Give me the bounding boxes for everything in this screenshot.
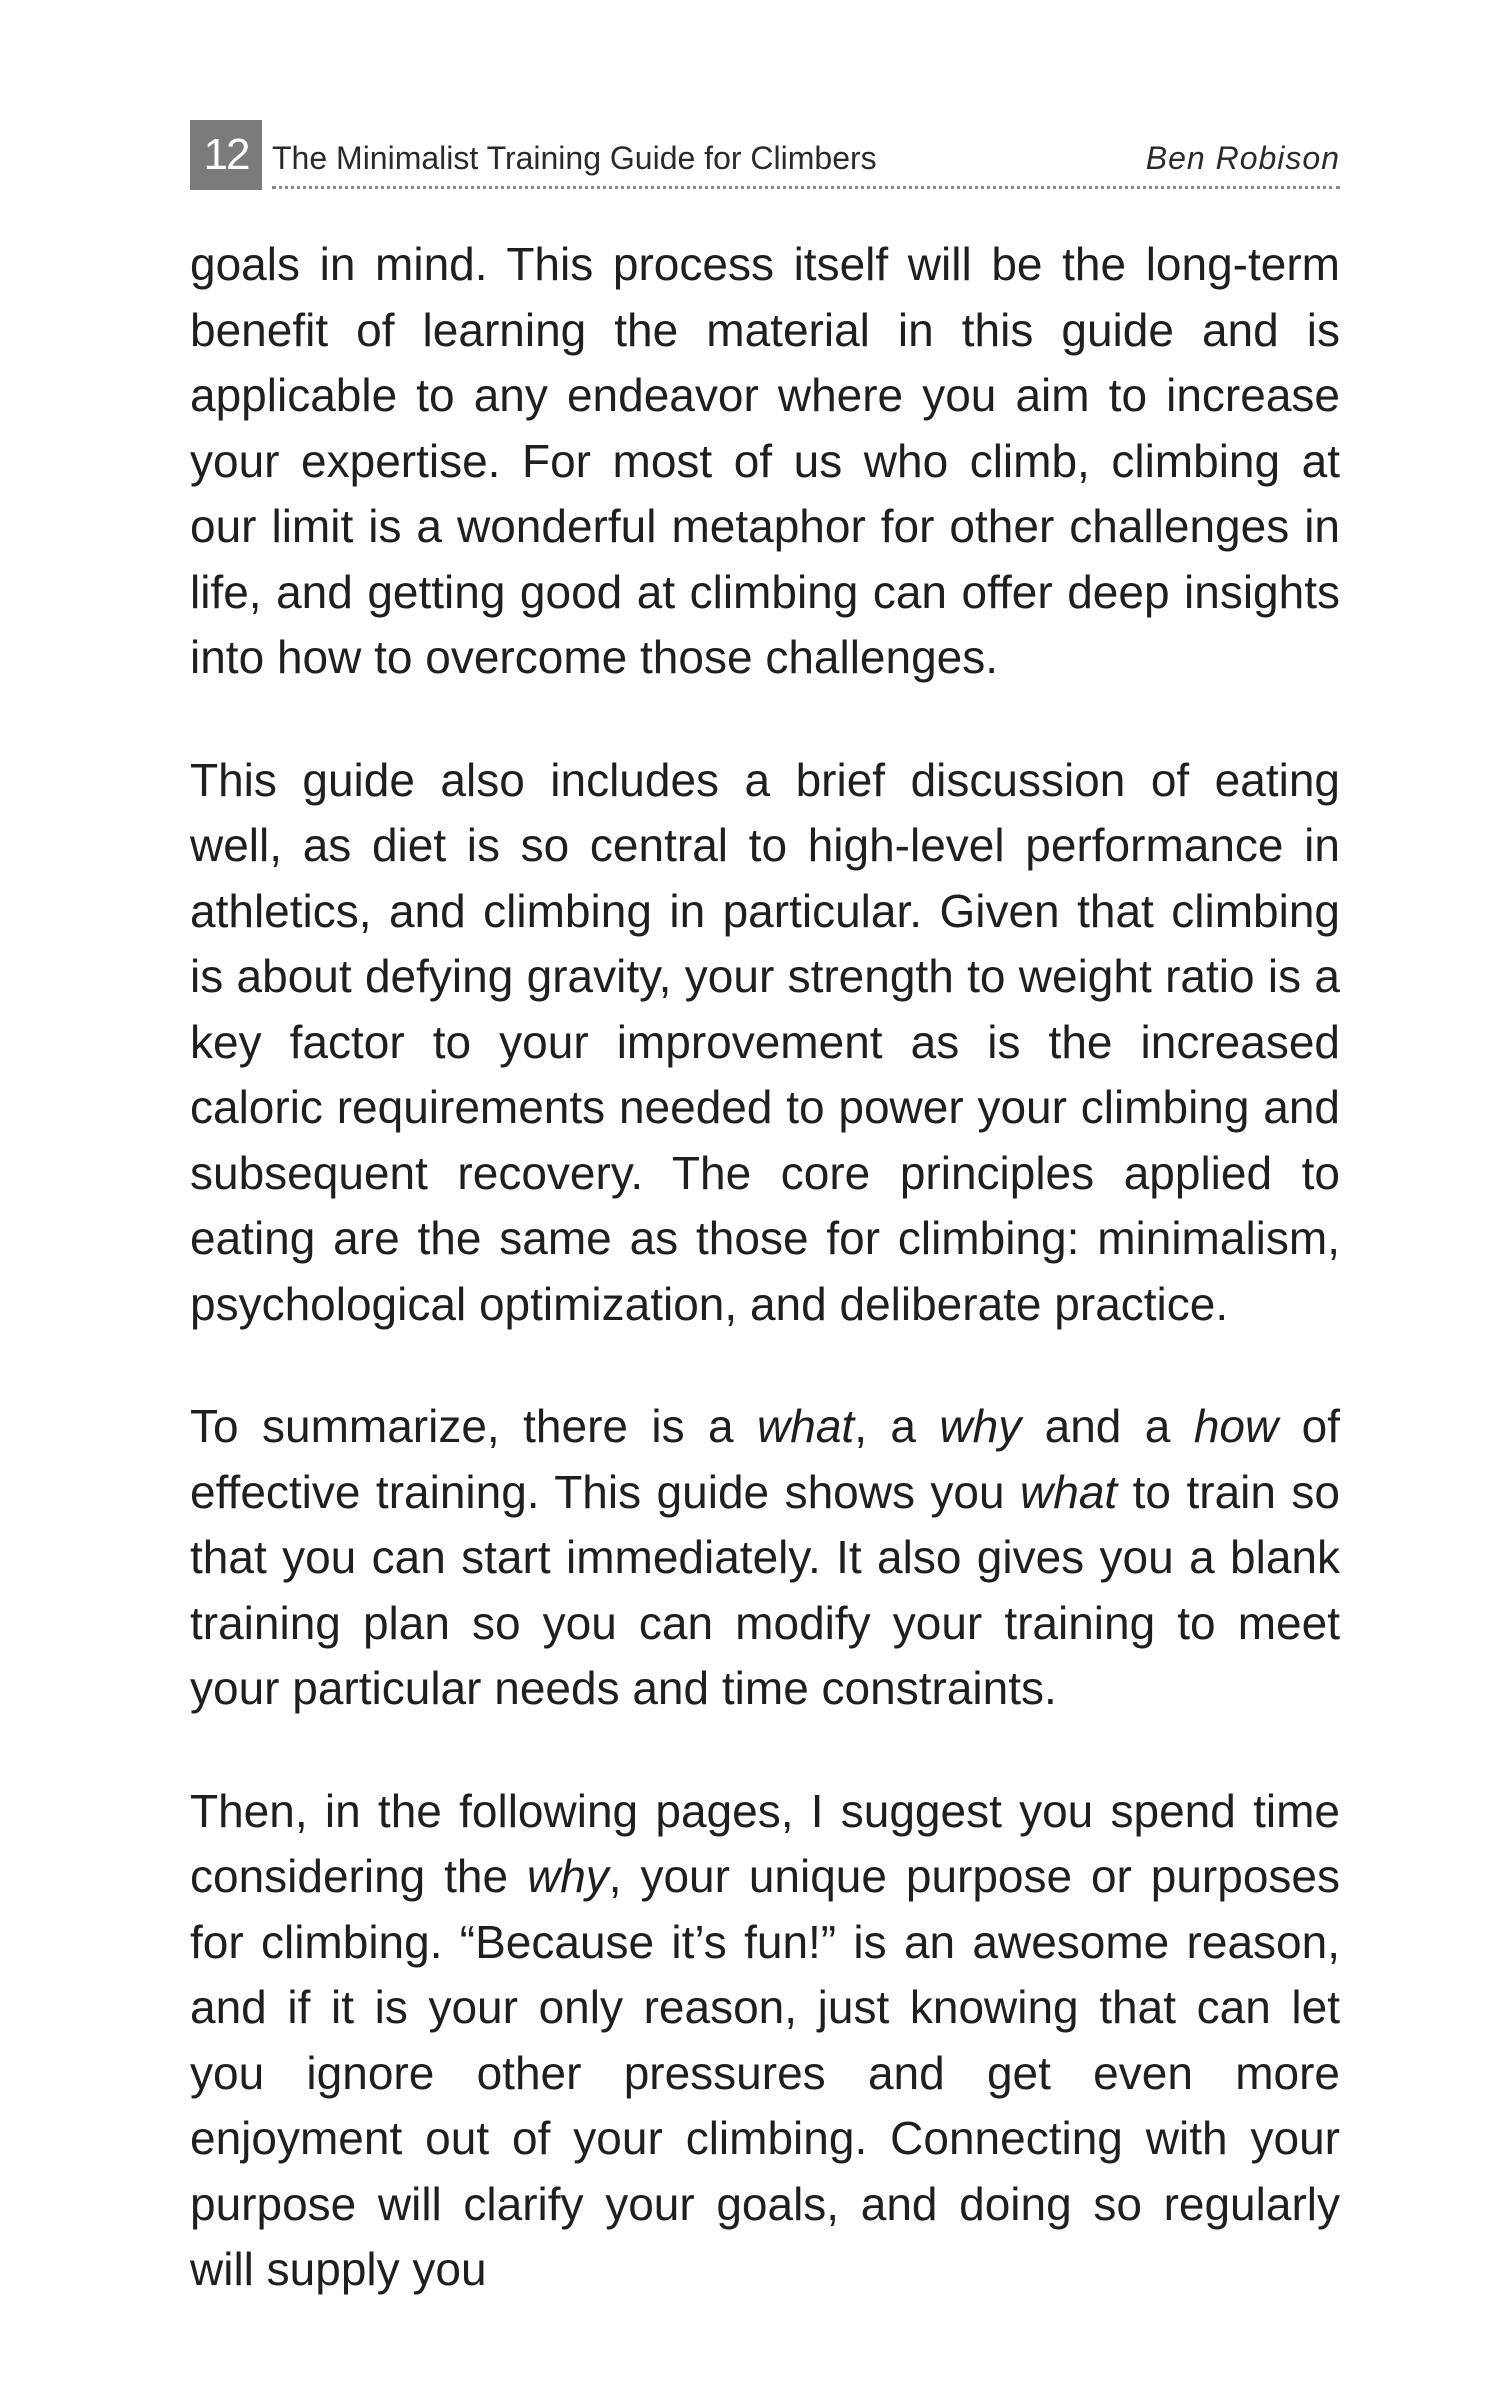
paragraph-2 — [190, 748, 1340, 1338]
paragraph-1 — [190, 232, 1340, 691]
header-dotted-rule — [272, 186, 1340, 189]
running-header — [190, 120, 1340, 190]
emphasis-what: what — [757, 1400, 855, 1452]
paragraph-3-text: To summarize, there is a — [190, 1400, 758, 1452]
book-title: The Minimalist Training Guide for Climbers — [272, 140, 877, 176]
paragraph-3-text: of effective training. This guide shows you — [190, 1400, 1340, 1518]
paragraph-4-text: Then, in the following pages, I suggest you spend time considering the — [190, 1784, 1340, 1902]
paragraph-4 — [190, 1779, 1340, 2303]
paragraph-4-text: , your unique purpose or purposes for climbing. “Because it’s fun!” is an awesome reason, and if it is your only reason, just knowing that can let you ignore other pressures and get even more enjoyment out of your climbing. Connecting with your purpose will clarify your goals, and doing so regularly will supply you — [190, 1850, 1341, 2295]
paragraph-3-text: and a — [1021, 1400, 1194, 1452]
emphasis-what: what — [1020, 1465, 1118, 1518]
paragraph-1-text: goals in mind. This process itself will be the long-term benefit of learning the material in this guide and is applicable to any endeavor where you aim to increase your expertise. For most of us who climb, climbing at our limit is a wonderful metaphor for other challenges in life, and getting good at climbing can offer deep insights into how to overcome those challenges. — [190, 238, 1340, 683]
paragraph-3 — [190, 1394, 1340, 1722]
emphasis-why: why — [939, 1400, 1022, 1452]
paragraph-3-text: to train so that you can start immediately. It also gives you a blank training plan so you can modify your training to meet your particular needs and time constraints. — [190, 1465, 1340, 1714]
paragraph-2-text: This guide also includes a brief discussion of eating well, as diet is so central to high-level performance in athletics, and climbing in particular. Given that climbing is about defying gravity, your strength to weight ratio is a key factor to your improvement as is the increased caloric requirements needed to power your climbing and subsequent recovery. The core principles applied to eating are the same as those for climbing: minimalism, psychological optimization, and deliberate practice. — [190, 753, 1340, 1330]
paragraph-3-text: , a — [854, 1400, 940, 1452]
author-name: Ben Robison — [1145, 140, 1340, 176]
emphasis-why: why — [526, 1850, 609, 1902]
emphasis-how: how — [1193, 1400, 1279, 1452]
page-number: 12 — [190, 120, 262, 190]
body-text — [190, 232, 1340, 2303]
